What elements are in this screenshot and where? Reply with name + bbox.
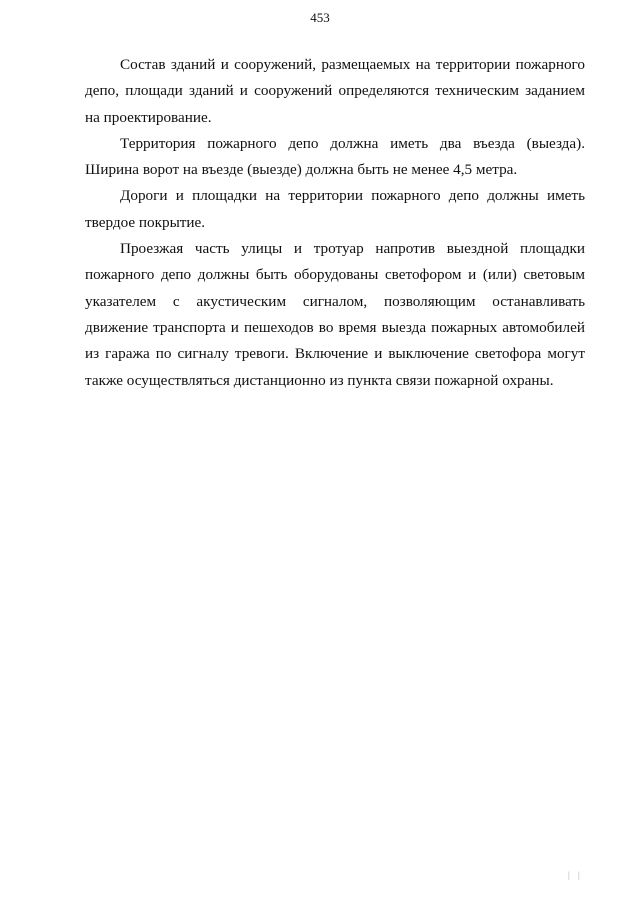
page-number: 453 (310, 10, 330, 25)
paragraph-territory-entrances: Территория пожарного депо должна иметь два въезда (выезда). Ширина ворот на въезде (выезде) должна быть не менее 4,5 метра. (85, 134, 585, 179)
paragraph-roads-surface: Дороги и площадки на территории пожарного депо должны иметь твердое покрытие. (85, 187, 585, 231)
paragraph-buildings-composition: Состав зданий и сооружений, размещаемых на территории пожарного депо, площади зданий и сооружений определяются техническим заданием на проектирование. (85, 56, 585, 126)
paragraph-traffic-signal: Проезжая часть улицы и тротуар напротив выездной площадки пожарного депо должны быть оборудованы светофором и (или) световым указателем с акустическим сигналом, позволяющим останавливать движение транспорта и пешеходов во время выезда пожарных автомобилей из гаража по сигналу тревоги. Включение и выключение светофора могут также осуществляться дистанционно из пункта связи пожарной охраны. (85, 240, 585, 389)
document-body (85, 52, 585, 394)
page-corner-mark: | | (568, 870, 583, 880)
